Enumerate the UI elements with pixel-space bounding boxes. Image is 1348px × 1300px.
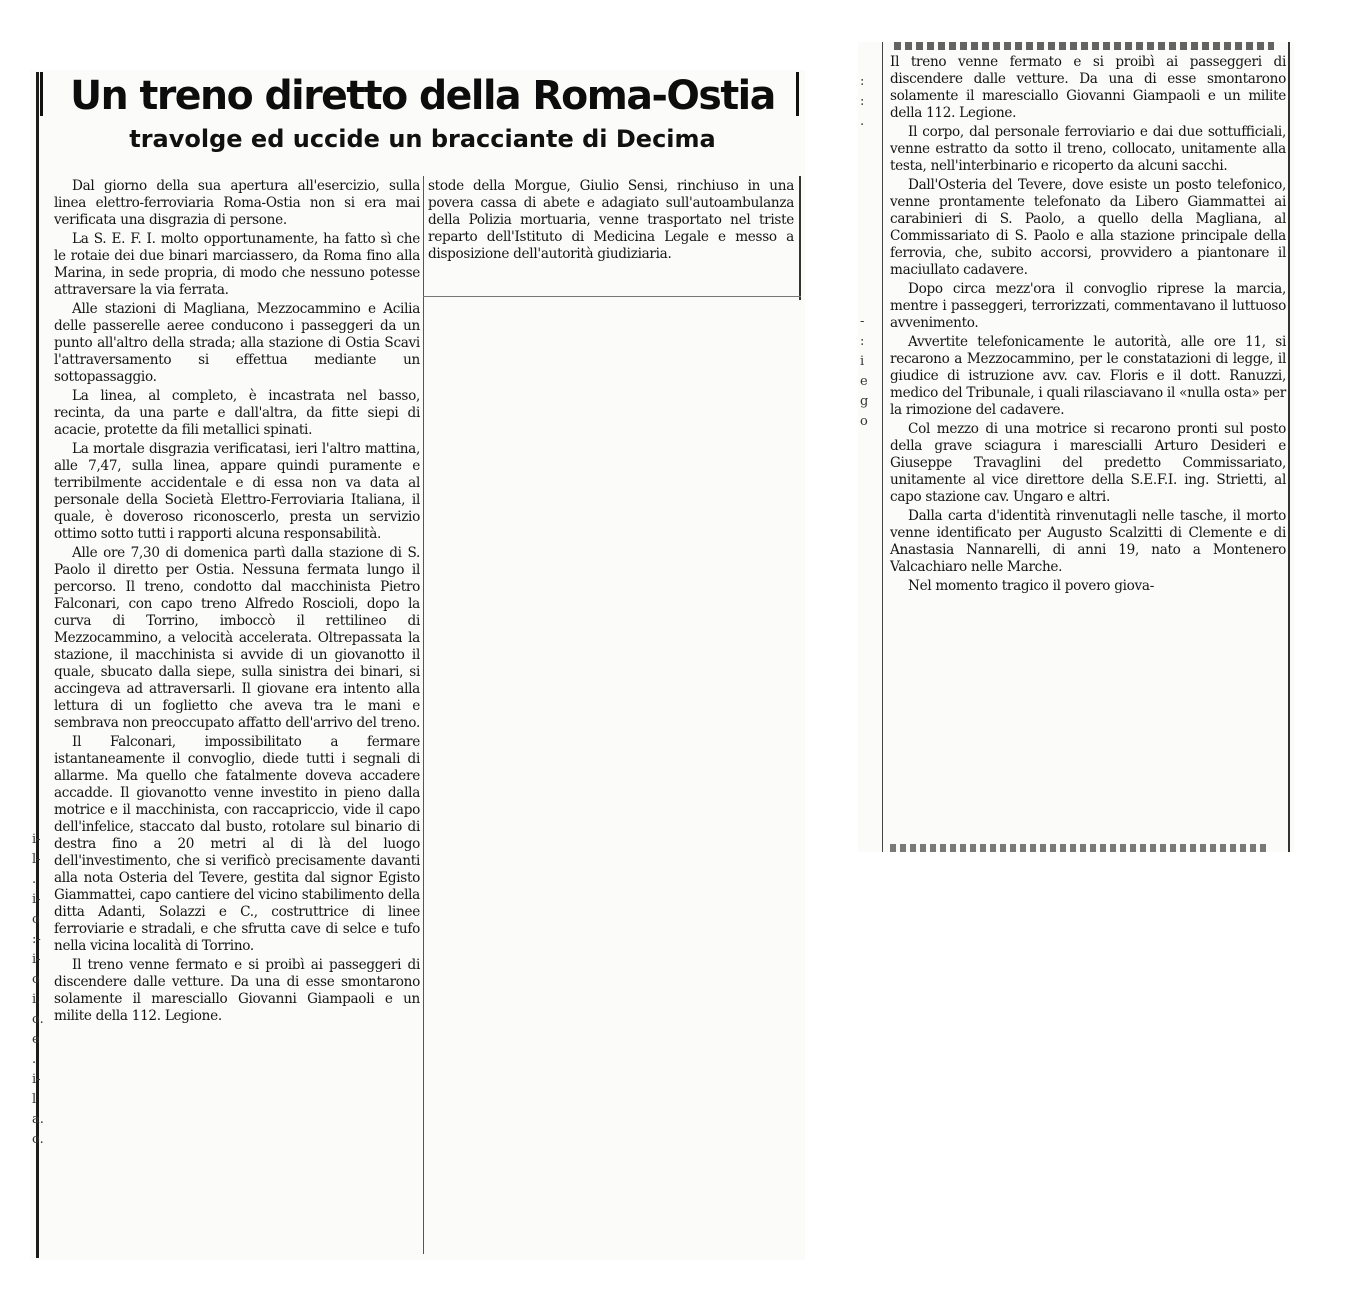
article-column-left (54, 178, 420, 1027)
article-clipping-left (30, 70, 805, 1260)
paragraph: Alle stazioni di Magliana, Mezzocammino e Acilia delle passerelle aeree conducono i passeggeri da un punto all'altro della strada; alla stazione di Ostia Scavi l'attraversamento si effettua mediante un sottopassaggio. (54, 301, 420, 385)
torn-bottom-edge (890, 844, 1270, 852)
paragraph: Il treno venne fermato e si proibì ai passeggeri di discendere dalle vetture. Da una di esse smontarono solamente il maresciallo Giovanni Giampaoli e un milite della 112. Legione. (54, 957, 420, 1024)
paragraph: Dal giorno della sua apertura all'esercizio, sulla linea elettro-ferroviaria Roma-Ostia non si era mai verificata una disgrazia di persone. (54, 178, 420, 228)
paragraph: Nel momento tragico il povero giova- (908, 578, 1155, 594)
paragraph: Dopo circa mezz'ora il convoglio riprese la marcia, mentre i passeggeri, terrorizzati, commentavano il luttuoso avvenimento. (890, 281, 1286, 331)
headline-bar-left (40, 72, 43, 116)
paragraph: Alle ore 7,30 di domenica partì dalla stazione di S. Paolo il diretto per Ostia. Nessuna fermata lungo il percorso. Il treno, condotto dal macchinista Pietro Falconari, con capo treno Alfredo Roscioli, dopo la curva di Torrino, imboccò il rettilineo di Mezzocammino, a velocità accelerata. Oltrepassata la stazione, il macchinista si avvide di un giovanotto il quale, sbucato dalla siepe, sulla sinistra dei binari, si accingeva ad attraversarli. Il giovane era intento alla lettura di un foglietto che aveva tra le mani e sembrava non preoccupato affatto dell'arrivo del treno. (54, 545, 420, 731)
column-rule-right (1288, 42, 1290, 852)
adjacent-column-bleed: i- l- . i- o :- i- o i. o. e . i- l a. o. (32, 832, 44, 1147)
column-end-rule (423, 296, 801, 297)
headline: Un treno diretto della Roma-Ostia (70, 73, 775, 119)
paragraph: Col mezzo di una motrice si recarono pronti sul posto della grave sciagura i marescialli Arturo Desideri e Giuseppe Travaglini del predetto Commissariato, unitamente al vice direttore della S.E.F.I. ing. Strietti, al capo stazione cav. Ungaro e altri. (890, 421, 1286, 505)
paragraph: Avvertite telefonicamente le autorità, alle ore 11, si recarono a Mezzocammino, per le constatazioni di legge, il giudice di istruzione avv. cav. Floris e il dott. Ranuzzi, medico del Tribunale, i quali rilasciavano il «nulla osta» per la rimozione del cadavere. (890, 334, 1286, 418)
subheadline: travolge ed uccide un bracciante di Decima (129, 125, 716, 153)
column-divider (423, 176, 424, 1254)
paragraph: Il Falconari, impossibilitato a fermare istantaneamente il convoglio, diede tutti i segnali di allarme. Ma quello che fatalmente doveva accadere accadde. Il giovanotto venne investito in pieno dalla motrice e il macchinista, con raccapriccio, vide il capo dell'infelice, staccato dal busto, rotolare sul binario di destra fino a 20 metri al di là del luogo dell'investimento, che si verificò precisamente davanti alla nota Osteria del Tevere, gestita dal signor Egisto Giammattei, capo cantiere del vicino stabilimento della ditta Adanti, Solazzi e C., costruttrice di linee ferroviarie e stradali, e che sfrutta cave di selce e tufo nella vicina località di Torrino. (54, 734, 420, 954)
article-column-middle (428, 178, 794, 265)
headline-bar-right (796, 72, 799, 116)
article-clipping-right (858, 42, 1294, 852)
paragraph: stode della Morgue, Giulio Sensi, rinchiuso in una povera cassa di abete e adagiato sull'autoambulanza della Polizia mortuaria, venne trasportato nel triste reparto dell'Istituto di Medicina Legale e messo a disposizione dell'autorità giudiziaria. (428, 178, 794, 262)
article-column-continued (890, 54, 1286, 597)
paragraph: Il corpo, dal personale ferroviario e dai due sottufficiali, venne estratto da sotto il treno, collocato, unitamente alla testa, nell'interbinario e ricoperto da alcuni sacchi. (890, 124, 1286, 174)
adjacent-column-bleed: : : . - : i e g o (860, 74, 869, 429)
paragraph: Dall'Osteria del Tevere, dove esiste un posto telefonico, venne prontamente telefonato da Libero Giammattei ai carabinieri di S. Paolo, a quello della Magliana, al Commissariato di S. Paolo e alla stazione principale della ferrovia, che, subito accorsi, provvidero a piantonare il maciullato cadavere. (890, 177, 1286, 278)
paragraph: La mortale disgrazia verificatasi, ieri l'altro mattina, alle 7,47, sulla linea, appare quindi puramente e terribilmente accidentale e di essa non va data al personale della Società Elettro-Ferroviaria Italiana, il quale, è doveroso riconoscerlo, presta un servizio ottimo sotto tutti i rapporti alcuna responsabilità. (54, 441, 420, 542)
paragraph: La linea, al completo, è incastrata nel basso, recinta, da una parte e dall'altra, da fitte siepi di acacie, protette da fili metallici spinati. (54, 388, 420, 438)
paragraph: Dalla carta d'identità rinvenutagli nelle tasche, il morto venne identificato per Augusto Scalzitti di Clemente e di Anastasia Nannarelli, di anni 19, nato a Montenero Valcachiaro nelle Marche. (890, 508, 1286, 575)
paragraph: La S. E. F. I. molto opportunamente, ha fatto sì che le rotaie dei due binari marciassero, da Roma fino alla Marina, in sede propria, di modo che nessuno potesse attraversare la via ferrata. (54, 231, 420, 298)
torn-top-edge (894, 42, 1274, 50)
paragraph: Il treno venne fermato e si proibì ai passeggeri di discendere dalle vetture. Da una di esse smontarono solamente il maresciallo Giovanni Giampaoli e un milite della 112. Legione. (890, 54, 1286, 121)
column-divider-right (799, 176, 801, 300)
column-rule-left (882, 42, 883, 852)
